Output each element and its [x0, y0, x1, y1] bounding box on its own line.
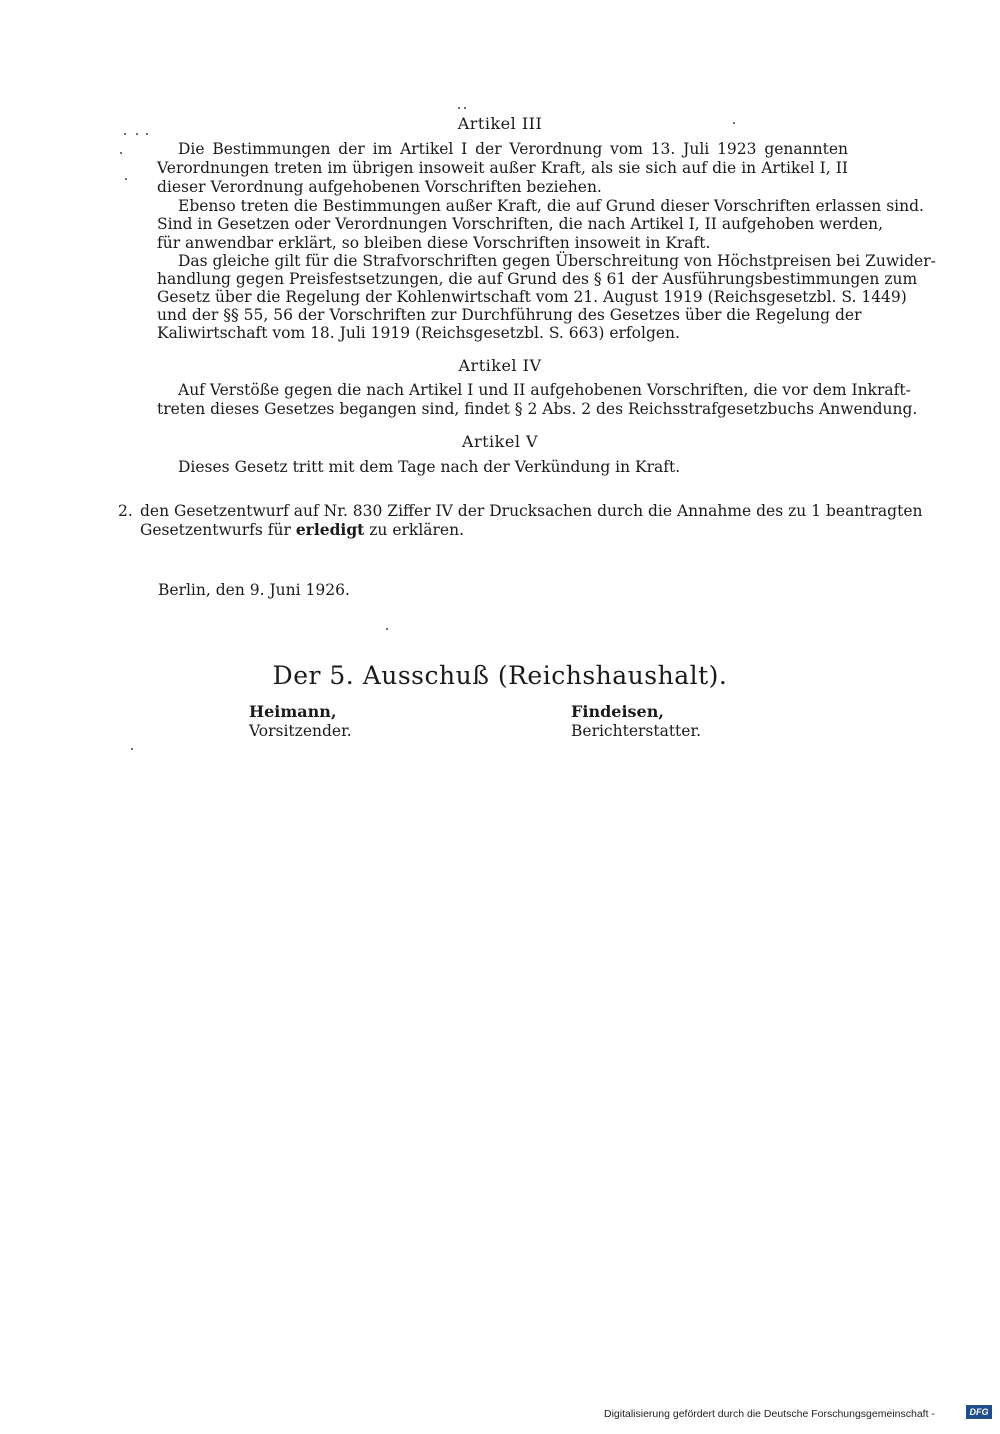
- scan-speck: [124, 133, 126, 135]
- artikel-3-line-2: Verordnungen treten im übrigen insoweit außer Kraft, als sie sich auf die in Artikel I, II: [157, 159, 848, 177]
- artikel-4-heading: Artikel IV: [458, 356, 542, 375]
- artikel-3-line-4: Ebenso treten die Bestimmungen außer Kraft, die auf Grund dieser Vorschriften erlassen sind.: [178, 197, 924, 215]
- footer-credit: Digitalisierung gefördert durch die Deutsche Forschungsgemeinschaft -: [604, 1408, 935, 1420]
- scan-speck: [464, 107, 466, 109]
- item-2-line-2: [140, 521, 464, 539]
- signature-left-role: Vorsitzender.: [249, 722, 352, 740]
- scan-speck: [458, 107, 460, 109]
- committee-title: Der 5. Ausschuß (Reichshaushalt).: [272, 661, 728, 690]
- artikel-4-line-2: treten dieses Gesetzes begangen sind, findet § 2 Abs. 2 des Reichsstrafgesetzbuchs Anwendung.: [157, 400, 918, 418]
- signature-left-name: Heimann,: [249, 702, 337, 721]
- item-2-line-2-after: zu erklären.: [369, 521, 465, 539]
- scan-speck: [131, 748, 133, 750]
- artikel-3-line-6: für anwendbar erklärt, so bleiben diese Vorschriften insoweit in Kraft.: [157, 234, 711, 252]
- scan-speck: [386, 628, 388, 630]
- item-2-line-1: den Gesetzentwurf auf Nr. 830 Ziffer IV der Drucksachen durch die Annahme des zu 1 beantragten: [140, 502, 923, 520]
- scan-speck: [136, 133, 138, 135]
- date-line: Berlin, den 9. Juni 1926.: [158, 581, 350, 599]
- scan-speck: [125, 178, 127, 180]
- item-2-number: 2.: [118, 502, 133, 520]
- item-2-bold-word: erledigt: [295, 520, 365, 539]
- artikel-3-line-9: Gesetz über die Regelung der Kohlenwirtschaft vom 21. August 1919 (Reichsgesetzbl. S. 1449): [157, 288, 907, 306]
- artikel-3-line-5: Sind in Gesetzen oder Verordnungen Vorschriften, die nach Artikel I, II aufgehoben werden,: [157, 215, 884, 233]
- artikel-5-heading: Artikel V: [461, 432, 539, 451]
- artikel-3-line-10: und der §§ 55, 56 der Vorschriften zur Durchführung des Gesetzes über die Regelung der: [157, 306, 862, 324]
- item-2-line-2-before: Gesetzentwurfs für: [140, 521, 291, 539]
- dfg-logo: DFG: [966, 1405, 992, 1419]
- artikel-3-line-11: Kaliwirtschaft vom 18. Juli 1919 (Reichsgesetzbl. S. 663) erfolgen.: [157, 324, 680, 342]
- scan-speck: [120, 152, 122, 154]
- artikel-3-line-1: Die Bestimmungen der im Artikel I der Verordnung vom 13. Juli 1923 genannten: [178, 140, 848, 158]
- artikel-3-line-8: handlung gegen Preisfestsetzungen, die auf Grund des § 61 der Ausführungsbestimmungen zum: [157, 270, 918, 288]
- artikel-3-heading: Artikel III: [457, 114, 543, 133]
- signature-right-name: Findeisen,: [571, 702, 664, 721]
- artikel-4-line-1: Auf Verstöße gegen die nach Artikel I und II aufgehobenen Vorschriften, die vor dem Inkraft-: [178, 381, 911, 399]
- scan-speck: [146, 133, 148, 135]
- artikel-3-line-7: Das gleiche gilt für die Strafvorschriften gegen Überschreitung von Höchstpreisen bei Zuwider-: [178, 252, 936, 270]
- signature-right-role: Berichterstatter.: [571, 722, 702, 740]
- artikel-5-line-1: Dieses Gesetz tritt mit dem Tage nach der Verkündung in Kraft.: [178, 458, 681, 476]
- artikel-3-line-3: dieser Verordnung aufgehobenen Vorschriften beziehen.: [157, 178, 602, 196]
